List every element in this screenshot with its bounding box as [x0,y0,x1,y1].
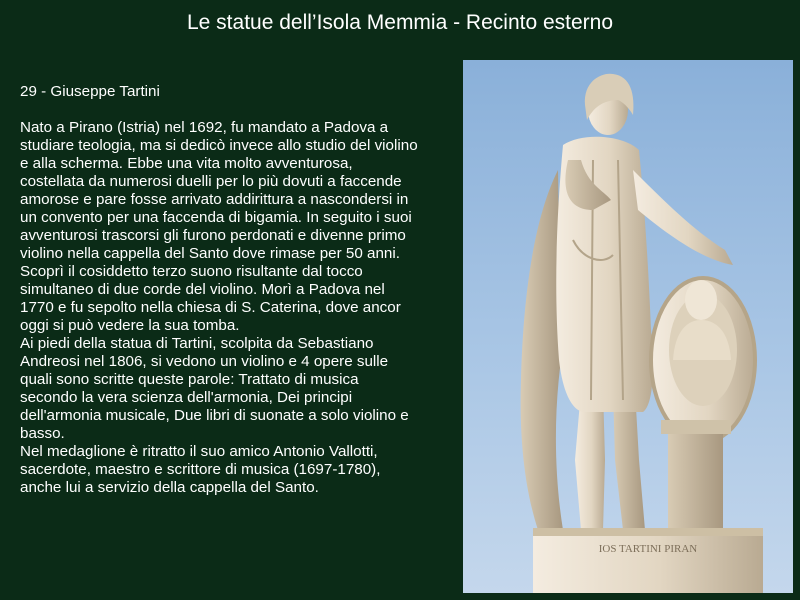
slide-title: Le statue dell’Isola Memmia - Recinto esterno [186,11,614,34]
right-arm [633,170,733,265]
pedestal [533,528,763,593]
pedestal-paragraph: Ai piedi della statua di Tartini, scolpita da Sebastiano Andreosi nel 1806, si vedono un violino e 4 opere sulle quali sono scritte queste parole: Trattato di musica secondo la vera scienza dell'armonia, Dei principi dell'armonia musicale, Due libri di suonate a solo violino e basso. [20,335,409,442]
column [668,430,723,530]
statue-subtitle: 29 - Giuseppe Tartini [20,83,160,100]
biography-paragraph: Nato a Pirano (Istria) nel 1692, fu mandato a Padova a studiare teologia, ma si dedicò invece allo studio del violino e alla scherma. Ebbe una vita molto avventurosa, costellata da numerosi duelli per lo più dovuti a faccende amorose e pare fosse arrivato addirittura a nascondersi in un convento per una faccenda di bigamia. In seguito i suoi avventurosi trascorsi gli furono perdonati e divenne primo violino nella cappella del Santo dove rimase per 50 anni. Scoprì il cosiddetto terzo suono risultante dal tocco simultaneo di due corde del violino. Morì a Padova nel 1770 e fu sepolto nella chiesa di S. Caterina, dove ancor oggi si può vedere la sua tomba. [20,119,418,334]
statue-illustration [463,60,793,593]
cloak [521,170,563,530]
pedestal-inscription: IOS TARTINI PIRAN [598,543,698,555]
bust-head [685,280,717,320]
statue-photo [463,60,793,593]
text-block [20,83,420,497]
medallion-paragraph: Nel medaglione è ritratto il suo amico Antonio Vallotti, sacerdote, maestro e scrittore di musica (1697-1780), anche lui a servizio della cappella del Santo. [20,443,381,496]
